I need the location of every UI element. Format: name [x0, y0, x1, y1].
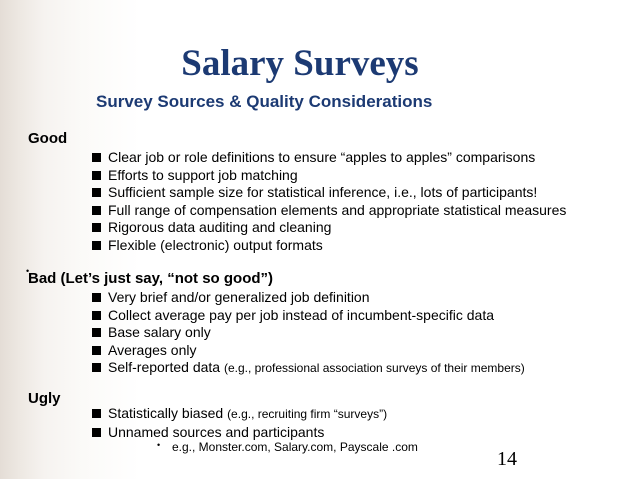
list-item: Full range of compensation elements and appropriate statistical measures — [92, 202, 566, 220]
slide-title: Salary Surveys — [181, 43, 419, 84]
list-item: Sufficient sample size for statistical inference, i.e., lots of participants! — [92, 184, 566, 202]
sub-list-item: e.g., Monster.com, Salary.com, Payscale .com — [172, 440, 418, 454]
list-item: Efforts to support job matching — [92, 167, 566, 185]
list-item: Clear job or role definitions to ensure “apples to apples” comparisons — [92, 149, 566, 167]
square-bullet-icon — [92, 206, 101, 215]
square-bullet-icon — [92, 293, 101, 302]
square-bullet-icon — [92, 171, 101, 180]
list-item: Rigorous data auditing and cleaning — [92, 219, 566, 237]
list-item: Flexible (electronic) output formats — [92, 237, 566, 255]
list-item: Very brief and/or generalized job definition — [92, 289, 525, 307]
good-heading: Good — [28, 130, 68, 147]
square-bullet-icon — [92, 223, 101, 232]
square-bullet-icon — [92, 241, 101, 250]
list-item: Averages only — [92, 342, 525, 360]
ugly-heading: Ugly — [28, 390, 61, 407]
list-item: Statistically biased (e.g., recruiting firm “surveys”) — [92, 405, 387, 424]
list-item: Self-reported data (e.g., professional association surveys of their members) — [92, 359, 525, 378]
good-list — [92, 149, 566, 254]
square-bullet-icon — [92, 363, 101, 372]
list-item: Collect average pay per job instead of incumbent-specific data — [92, 307, 525, 325]
square-bullet-icon — [92, 311, 101, 320]
page-number: 14 — [497, 448, 517, 470]
item-note: (e.g., professional association surveys of their members) — [223, 361, 525, 375]
list-item: Base salary only — [92, 324, 525, 342]
square-bullet-icon — [92, 428, 101, 437]
item-note: (e.g., recruiting firm “surveys”) — [227, 407, 388, 421]
list-item: Unnamed sources and participants — [92, 424, 387, 442]
bad-list — [92, 289, 525, 378]
square-bullet-icon — [92, 328, 101, 337]
square-bullet-icon — [92, 188, 101, 197]
square-bullet-icon — [92, 409, 101, 418]
square-bullet-icon — [92, 346, 101, 355]
dot-bullet-icon: • — [26, 266, 30, 276]
bad-heading: Bad (Let’s just say, “not so good”) — [28, 270, 274, 287]
ugly-list — [92, 405, 387, 441]
slide-subtitle: Survey Sources & Quality Considerations — [96, 92, 433, 111]
square-bullet-icon — [92, 153, 101, 162]
dot-bullet-icon: • — [157, 440, 161, 450]
